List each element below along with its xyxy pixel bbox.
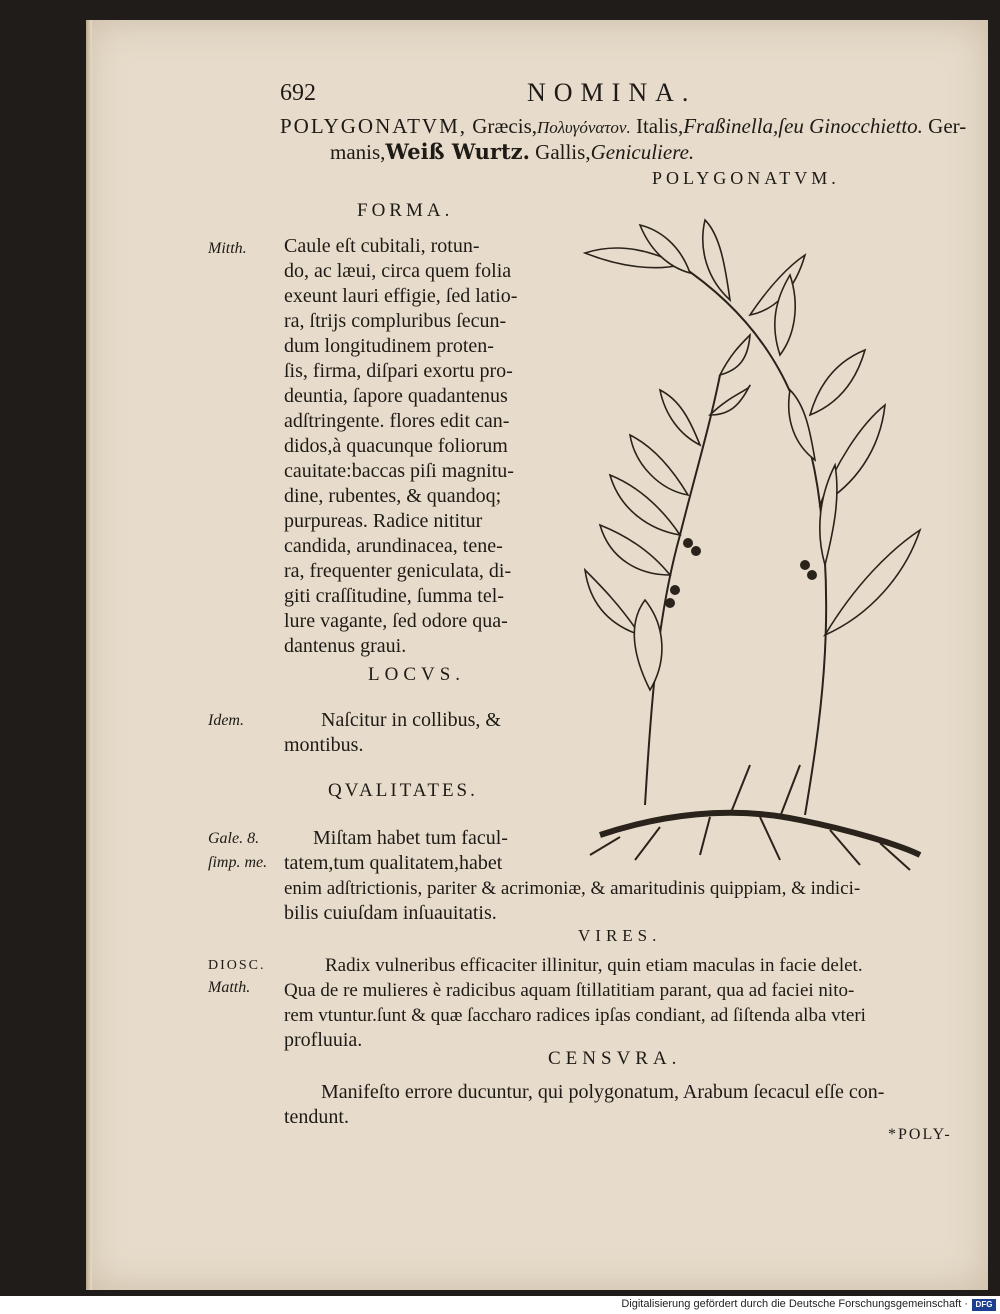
name-germanis-label-b: manis, — [330, 140, 386, 164]
margin-note-forma: Mitth. — [208, 240, 247, 257]
margin-note-vires-2: Matth. — [208, 979, 251, 996]
censura-line-1: Manifeſto errore ducuntur, qui polygonatum, Arabum ſecacul eſſe con- — [321, 1081, 885, 1103]
name-gallis-label: Gallis, — [535, 140, 591, 164]
vires-line-1: Radix vulneribus efficaciter illinitur, quin etiam maculas in facie delet. — [325, 955, 863, 976]
stem-left — [645, 375, 720, 805]
leaf — [820, 465, 837, 565]
forma-line: didos,à quacunque foliorum — [284, 435, 508, 457]
berry — [683, 538, 693, 548]
name-german: Weiß Wurtz. — [385, 139, 530, 164]
footer-credit: Digitalisierung gefördert durch die Deutsche Forschungsgemeinschaft · — [621, 1298, 968, 1310]
forma-line: Caule eſt cubitali, rotun- — [284, 235, 480, 257]
leaf — [600, 525, 670, 575]
forma-line: adſtringente. flores edit can- — [284, 410, 510, 432]
margin-note-qualitates-2: ſimp. me. — [208, 854, 268, 871]
forma-line: dine, rubentes, & quandoq; — [284, 485, 502, 507]
name-greek: Πολυγόνατον. — [537, 118, 631, 137]
leaf — [720, 335, 750, 375]
qualitates-line-2: tatem,tum qualitatem,habet — [284, 852, 503, 874]
berry — [807, 570, 817, 580]
name-graecis-label: Græcis, — [472, 114, 537, 138]
heading-vires: VIRES. — [578, 926, 662, 945]
heading-censura: CENSVRA. — [548, 1048, 682, 1069]
censura-line-2: tendunt. — [284, 1106, 349, 1128]
qualitates-line-3: enim adſtrictionis, pariter & acrimoniæ, & amaritudinis quippiam, & indici- — [284, 878, 861, 899]
name-italis-label: Italis, — [635, 114, 684, 138]
forma-line: ra, frequenter geniculata, di- — [284, 560, 512, 582]
dfg-logo: DFG — [972, 1299, 996, 1311]
berry — [800, 560, 810, 570]
heading-locus: LOCVS. — [368, 664, 466, 685]
forma-line: dantenus graui. — [284, 635, 407, 657]
berry — [691, 546, 701, 556]
forma-text — [284, 234, 517, 659]
forma-line: dum longitudinem proten- — [284, 335, 494, 357]
forma-line: ſis, firma, diſpari exortu pro- — [284, 360, 513, 382]
name-french: Geniculiere. — [590, 140, 695, 164]
margin-note-vires-1: DIOSC. — [208, 958, 266, 973]
forma-line: ra, ſtrijs compluribus ſecun- — [284, 310, 507, 332]
berry — [670, 585, 680, 595]
page-gutter — [86, 20, 92, 1290]
forma-line: do, ac læui, circa quem folia — [284, 260, 512, 282]
vires-line-2: Qua de re mulieres è radicibus aquam ſtillatitiam parant, qua ad faciei nito- — [284, 980, 855, 1001]
leaf — [585, 570, 640, 635]
forma-line: giti craſſitudine, ſumma tel- — [284, 585, 504, 607]
forma-line: purpureas. Radice nititur — [284, 510, 483, 532]
leaf — [825, 530, 920, 635]
name-italian: Fraßinella,ſeu Ginocchietto. — [683, 114, 923, 138]
names-line-2 — [330, 139, 694, 165]
margin-note-locus: Idem. — [208, 712, 244, 729]
forma-line: lure vagante, ſed odore qua- — [284, 610, 508, 632]
berry — [665, 598, 675, 608]
locus-line-2: montibus. — [284, 734, 364, 756]
qualitates-line-1: Miſtam habet tum facul- — [313, 827, 508, 849]
digitization-footer — [0, 1296, 1000, 1314]
heading-qualitates: QVALITATES. — [328, 780, 478, 801]
forma-line: exeunt lauri effigie, ſed latio- — [284, 285, 518, 307]
figure-caption: POLYGONATVM. — [652, 168, 840, 188]
stem-right — [680, 265, 826, 815]
vires-line-3: rem vtuntur.ſunt & quæ ſaccharo radices ipſas condiant, ad ſiſtenda alba vteri — [284, 1005, 866, 1026]
heading-forma: FORMA. — [357, 200, 454, 221]
locus-line-1: Naſcitur in collibus, & — [321, 709, 501, 731]
margin-note-qualitates-1: Gale. 8. — [208, 830, 260, 847]
catchword: *POLY- — [888, 1126, 952, 1143]
qualitates-line-4: bilis cuiuſdam inſuauitatis. — [284, 902, 497, 924]
leaf — [810, 350, 865, 415]
forma-line: deuntia, ſapore quadantenus — [284, 385, 508, 407]
leaf — [789, 390, 815, 460]
names-line-1 — [280, 114, 966, 139]
name-germanis-label-a: Ger- — [928, 114, 967, 138]
name-latin: POLYGONATVM, — [280, 114, 467, 138]
forma-line: cauitate:baccas piſi magnitu- — [284, 460, 514, 482]
vires-line-4: profluuia. — [284, 1029, 363, 1051]
running-head: NOMINA. — [527, 78, 697, 107]
leaf — [630, 435, 688, 495]
forma-line: candida, arundinacea, tene- — [284, 535, 503, 557]
leaf — [660, 390, 700, 445]
leaf — [634, 600, 662, 690]
leaf — [703, 220, 730, 300]
page-number: 692 — [280, 80, 316, 106]
polygonatum-woodcut-illustration — [580, 205, 980, 875]
